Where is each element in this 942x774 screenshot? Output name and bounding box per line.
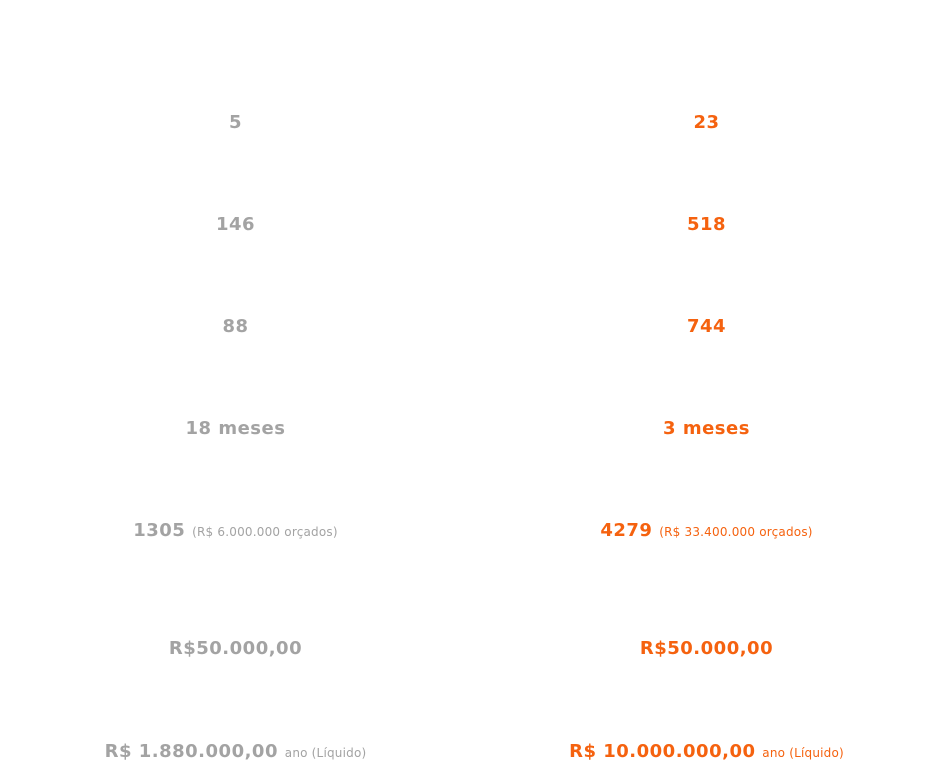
comparison-column-right (471, 0, 942, 774)
left-duration: 18 meses (185, 418, 286, 439)
right-annual-row (471, 741, 942, 762)
right-value-2: 518 (686, 214, 727, 235)
left-budget-count: 1305 (133, 520, 186, 541)
left-annual-row (0, 741, 471, 762)
right-duration: 3 meses (663, 418, 750, 439)
left-budget-note: (R$ 6.000.000 orçados) (192, 525, 338, 539)
right-annual-value: R$ 10.000.000,00 (569, 741, 756, 762)
left-monthly-value: R$50.000,00 (168, 638, 303, 659)
right-budget-note: (R$ 33.400.000 orçados) (659, 525, 813, 539)
left-annual-note: ano (Líquido) (284, 746, 367, 760)
right-value-3: 744 (686, 316, 727, 337)
left-annual-value: R$ 1.880.000,00 (104, 741, 278, 762)
right-value-1: 23 (693, 112, 720, 133)
right-budget-count: 4279 (600, 520, 653, 541)
right-monthly-value: R$50.000,00 (639, 638, 774, 659)
left-value-2: 146 (215, 214, 256, 235)
left-value-1: 5 (228, 112, 243, 133)
right-annual-note: ano (Líquido) (762, 746, 844, 760)
right-budget-row (471, 520, 942, 541)
left-budget-row (0, 520, 471, 541)
left-value-3: 88 (222, 316, 249, 337)
